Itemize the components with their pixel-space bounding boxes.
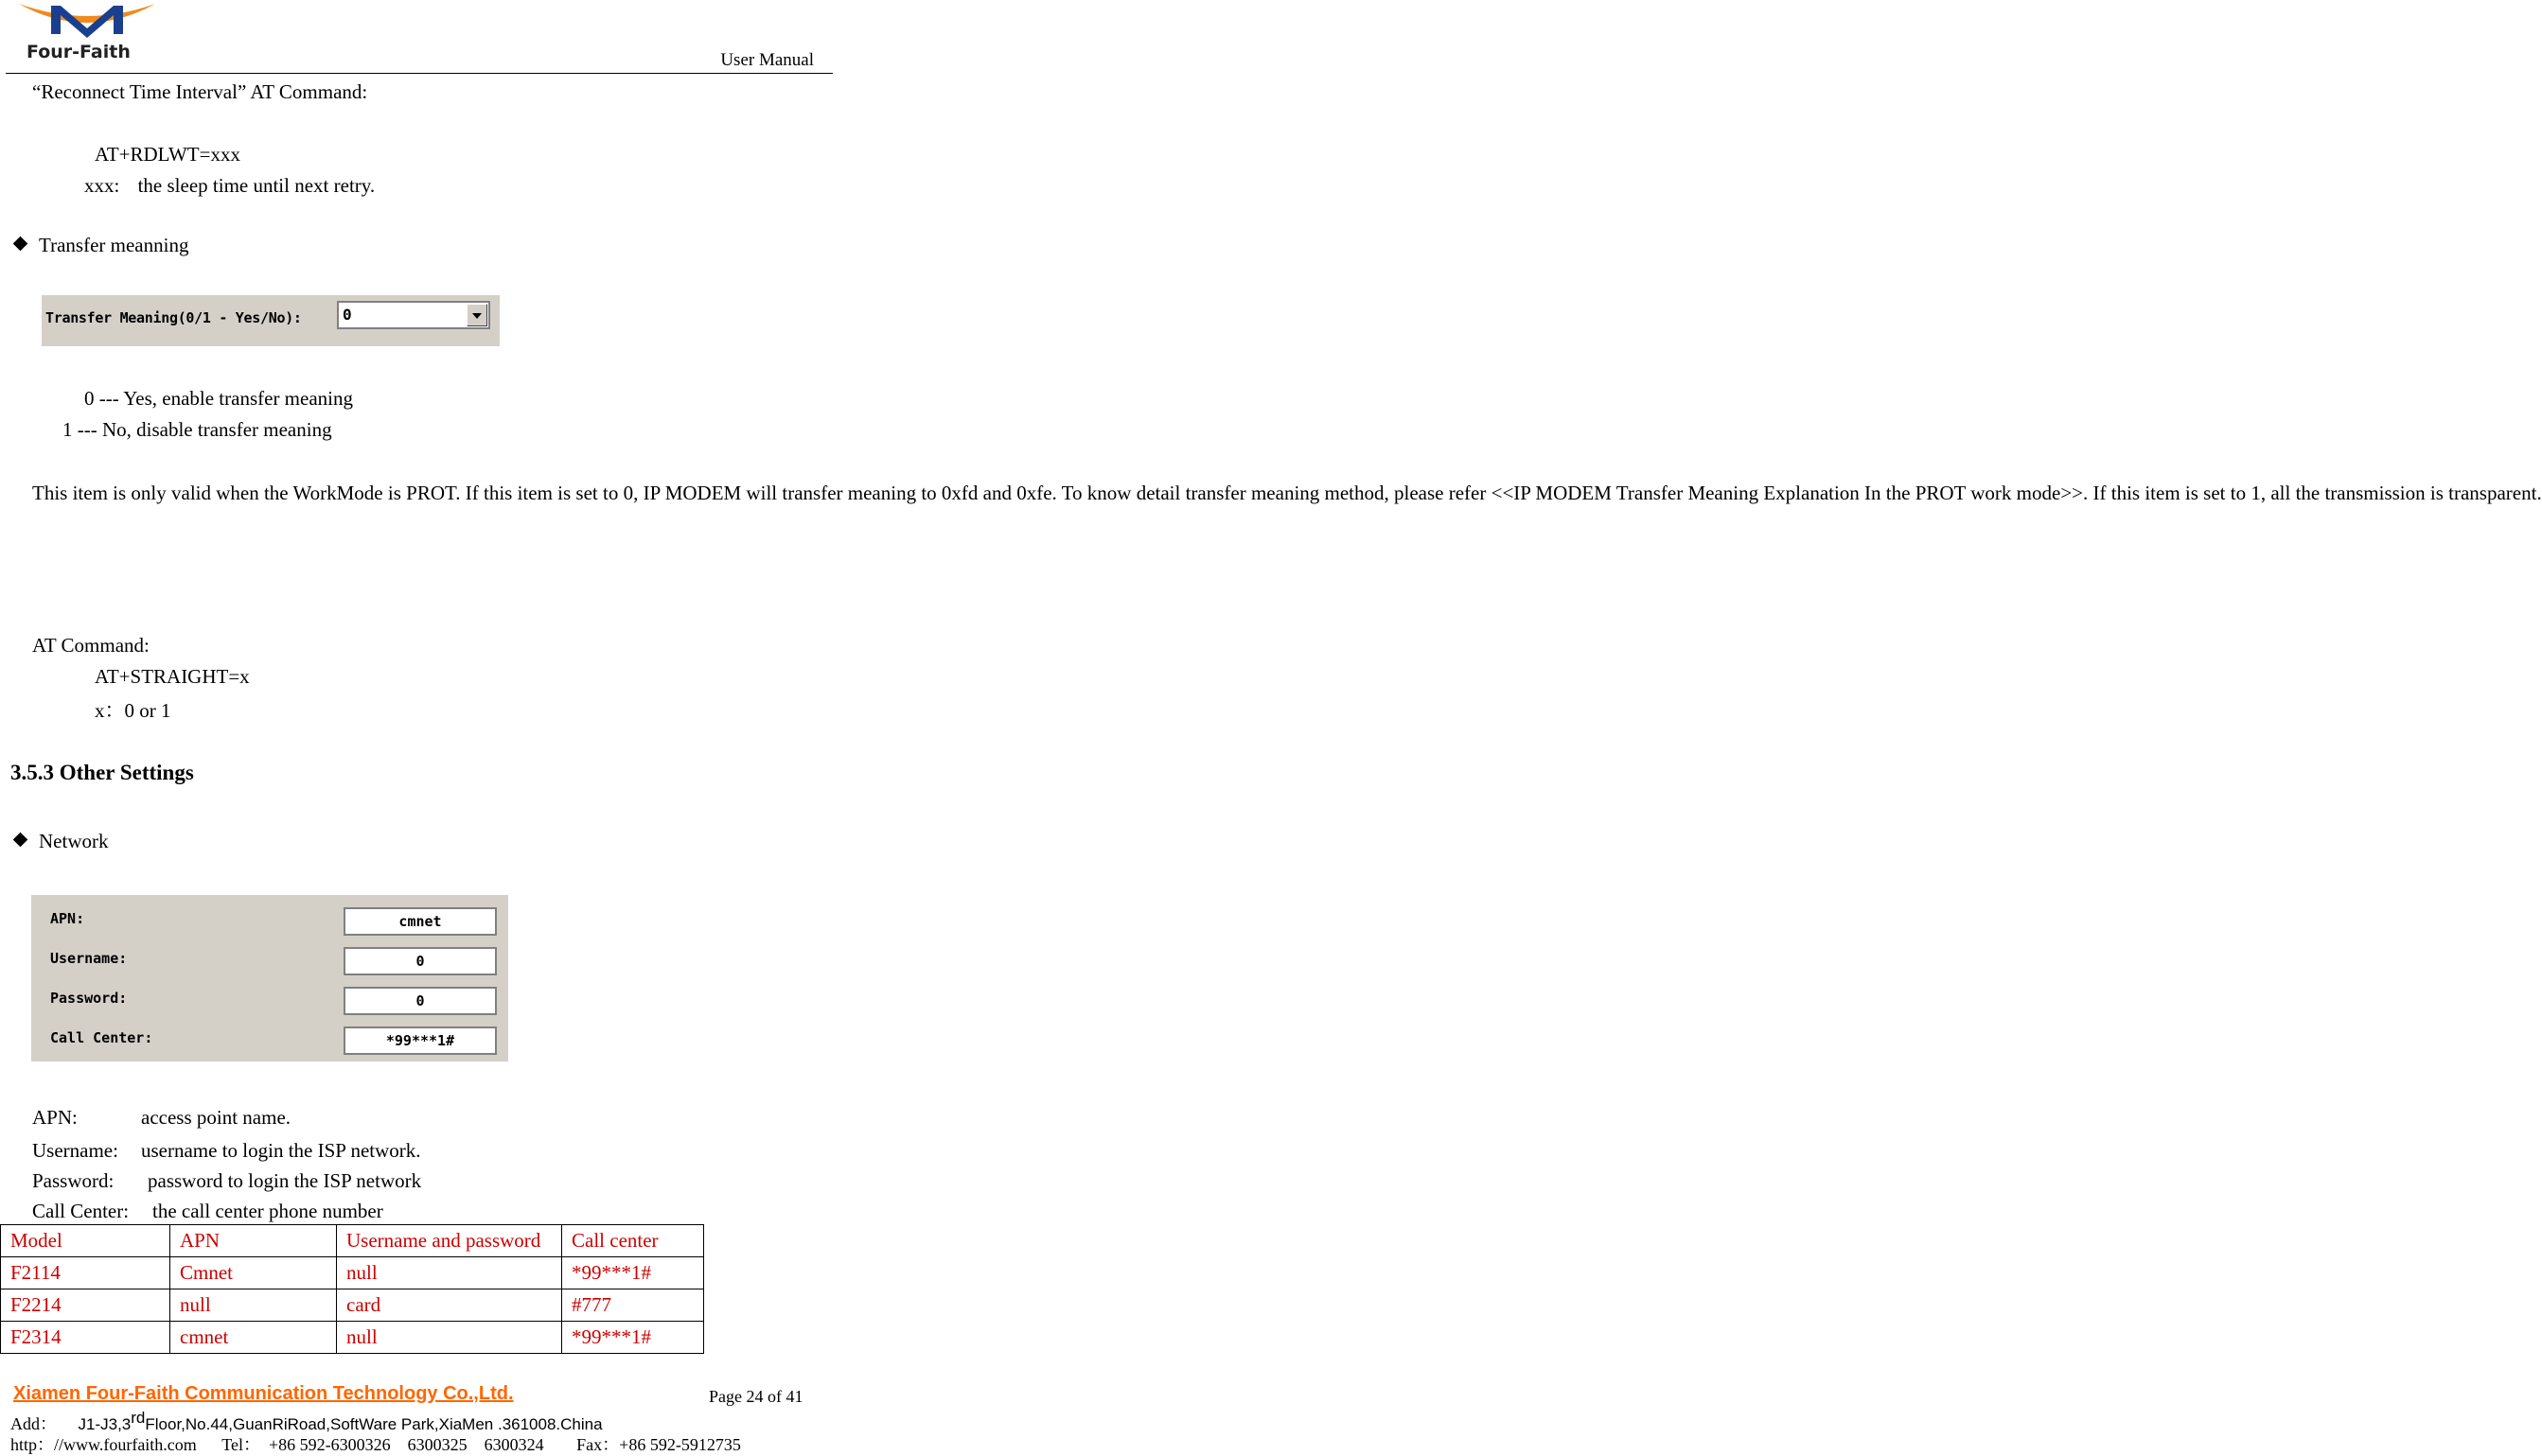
four-faith-logo — [11, 0, 163, 68]
table-row — [1, 1257, 704, 1289]
doc-type-label: User Manual — [720, 50, 814, 70]
transfer-option-1: 1 --- No, disable transfer meaning — [62, 418, 332, 441]
footer-address-label: Add： — [10, 1414, 57, 1433]
table-cell: card — [337, 1289, 562, 1322]
username-input[interactable]: 0 — [344, 947, 497, 975]
table-header-cell: APN — [170, 1225, 337, 1257]
apn-input[interactable]: cmnet — [344, 907, 497, 936]
footer-page-number: Page 24 of 41 — [709, 1387, 803, 1406]
desc-call-center — [32, 1200, 383, 1223]
table-cell: null — [170, 1289, 337, 1322]
table-header-cell: Call center — [562, 1225, 704, 1257]
desc-apn — [32, 1106, 291, 1130]
footer-address-b: Floor,No.44,GuanRiRoad,SoftWare Park,XiaMen .361008.China — [145, 1415, 603, 1433]
table-cell: Cmnet — [170, 1257, 337, 1289]
table-cell: null — [337, 1257, 562, 1289]
network-heading — [11, 830, 108, 853]
logo-text: Four-Faith — [26, 42, 131, 62]
at-command-value: AT+STRAIGHT=x — [95, 665, 250, 688]
desc-username-term: Username: — [32, 1139, 118, 1162]
transfer-meaning-select[interactable] — [337, 301, 490, 329]
reconnect-param-desc: the sleep time until next retry. — [137, 174, 376, 197]
desc-password-text: password to login the ISP network — [148, 1169, 422, 1192]
table-row — [1, 1322, 704, 1354]
desc-username — [32, 1139, 421, 1163]
transfer-meaning-value: 0 — [343, 306, 352, 324]
desc-apn-term: APN: — [32, 1106, 78, 1129]
password-label: Password: — [50, 990, 128, 1007]
table-cell: F2114 — [1, 1257, 170, 1289]
transfer-heading-text: Transfer meanning — [39, 234, 189, 256]
reconnect-command: AT+RDLWT=xxx — [95, 143, 240, 166]
call-center-input[interactable]: *99***1# — [344, 1026, 497, 1055]
desc-call-center-text: the call center phone number — [152, 1200, 383, 1222]
table-header-cell: Username and password — [337, 1225, 562, 1257]
reconnect-param-name: xxx: — [84, 174, 120, 197]
diamond-bullet-icon — [13, 237, 28, 252]
model-table — [0, 1224, 704, 1354]
footer-contact — [10, 1431, 741, 1456]
footer-web[interactable]: http：//www.fourfaith.com — [10, 1435, 197, 1454]
table-cell: F2214 — [1, 1289, 170, 1322]
desc-password — [32, 1169, 422, 1193]
table-cell: *99***1# — [562, 1322, 704, 1354]
footer-address-sup: rd — [131, 1409, 146, 1427]
desc-call-center-term: Call Center: — [32, 1200, 130, 1222]
footer-fax: Fax：+86 592-5912735 — [576, 1435, 741, 1454]
transfer-meaning-screenshot — [42, 295, 500, 346]
network-heading-text: Network — [39, 830, 109, 852]
table-cell: F2314 — [1, 1322, 170, 1354]
table-row — [1, 1289, 704, 1322]
table-cell: cmnet — [170, 1322, 337, 1354]
transfer-heading — [11, 234, 188, 257]
transfer-paragraph-text: This item is only valid when the WorkMode is PROT. If this item is set to 0, IP MODEM will transfer meaning to 0xfd and 0xfe. To know detail transfer meaning method, please refer <<IP MODEM Transfer Meaning Explanation In the PROT work mode>>. If this item is set to 1, all the transmission is transparent. — [32, 482, 2542, 504]
reconnect-intro: “Reconnect Time Interval” AT Command: — [32, 80, 368, 103]
at-command-param: x：0 or 1 — [95, 699, 171, 722]
section-title: 3.5.3 Other Settings — [10, 761, 194, 784]
table-cell: *99***1# — [562, 1257, 704, 1289]
chevron-down-icon[interactable] — [467, 304, 487, 326]
desc-apn-text: access point name. — [141, 1106, 291, 1129]
reconnect-param — [84, 174, 375, 198]
footer-address-a: J1-J3,3 — [78, 1415, 132, 1433]
apn-label: APN: — [50, 910, 85, 927]
table-cell: #777 — [562, 1289, 704, 1322]
transfer-paragraph — [10, 477, 2542, 509]
transfer-option-0: 0 --- Yes, enable transfer meaning — [84, 387, 353, 410]
username-label: Username: — [50, 950, 128, 967]
footer-tel: Tel： +86 592-6300326 6300325 6300324 — [221, 1435, 544, 1454]
network-settings-screenshot — [31, 895, 508, 1061]
header-rule — [6, 73, 833, 74]
table-header-cell: Model — [1, 1225, 170, 1257]
table-header-row — [1, 1225, 704, 1257]
diamond-bullet-icon — [13, 833, 28, 848]
call-center-label: Call Center: — [50, 1029, 153, 1046]
password-input[interactable]: 0 — [344, 987, 497, 1015]
transfer-meaning-label: Transfer Meaning(0/1 - Yes/No): — [45, 309, 302, 326]
desc-password-term: Password: — [32, 1169, 115, 1192]
table-cell: null — [337, 1322, 562, 1354]
desc-username-text: username to login the ISP network. — [141, 1139, 421, 1162]
footer-company[interactable]: Xiamen Four-Faith Communication Technology Co.,Ltd. — [13, 1383, 514, 1404]
at-command-label: AT Command: — [32, 634, 150, 657]
